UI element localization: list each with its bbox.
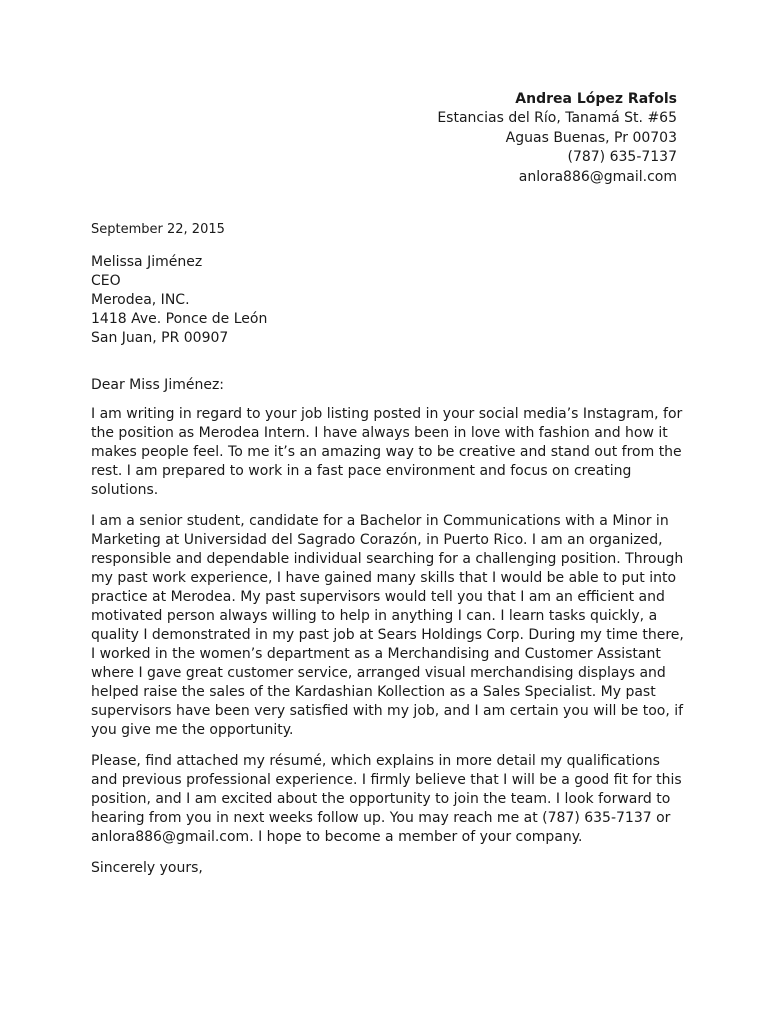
sender-address-line-1: Estancias del Río, Tanamá St. #65 bbox=[437, 110, 677, 127]
letter-body bbox=[91, 376, 691, 890]
paragraph-closing-request: Please, find attached my résumé, which explains in more detail my qualifications and previous professional experience. I firmly believe that I will be a good fit for this position, and I am excited about the opportunity to join the team. I look forward to hearing from you in next weeks follow up. You may reach me at (787) 635-7137 or anlora886@gmail.com. I hope to become a member of your company. bbox=[91, 753, 682, 845]
sender-block bbox=[437, 90, 677, 187]
recipient-name: Melissa Jiménez bbox=[91, 254, 203, 270]
recipient-title: CEO bbox=[91, 273, 121, 289]
recipient-block bbox=[91, 253, 267, 348]
salutation: Dear Miss Jiménez: bbox=[91, 377, 225, 393]
paragraph-intro: I am writing in regard to your job listing posted in your social media’s Instagram, for the position as Merodea Intern. I have always been in love with fashion and how it makes people feel. To me it’s an amazing way to be creative and stand out from the rest. I am prepared to work in a fast pace environment and focus on creating solutions. bbox=[91, 406, 683, 498]
closing: Sincerely yours, bbox=[91, 860, 203, 876]
sender-phone: (787) 635-7137 bbox=[567, 149, 677, 166]
sender-address-line-2: Aguas Buenas, Pr 00703 bbox=[505, 129, 677, 146]
sender-name: Andrea López Rafols bbox=[515, 91, 677, 107]
letter-date: September 22, 2015 bbox=[91, 222, 225, 237]
recipient-company: Merodea, INC. bbox=[91, 292, 190, 308]
recipient-city: San Juan, PR 00907 bbox=[91, 330, 229, 346]
sender-email: anlora886@gmail.com bbox=[518, 168, 677, 185]
recipient-street: 1418 Ave. Ponce de León bbox=[91, 311, 268, 327]
paragraph-experience: I am a senior student, candidate for a Bachelor in Communications with a Minor in Marketing at Universidad del Sagrado Corazón, in Puerto Rico. I am an organized, responsible and dependable individual searching for a challenging position. Through my past work experience, I have gained many skills that I would be able to put into practice at Merodea. My past supervisors would tell you that I am an efficient and motivated person always willing to help in anything I can. I learn tasks quickly, a quality I demonstrated in my past job at Sears Holdings Corp. During my time there, I worked in the women’s department as a Merchandising and Customer Assistant where I gave great customer service, arranged visual merchandising displays and helped raise the sales of the Kardashian Kollection as a Sales Specialist. My past supervisors have been very satisfied with my job, and I am certain you will be too, if you give me the opportunity. bbox=[91, 513, 684, 738]
